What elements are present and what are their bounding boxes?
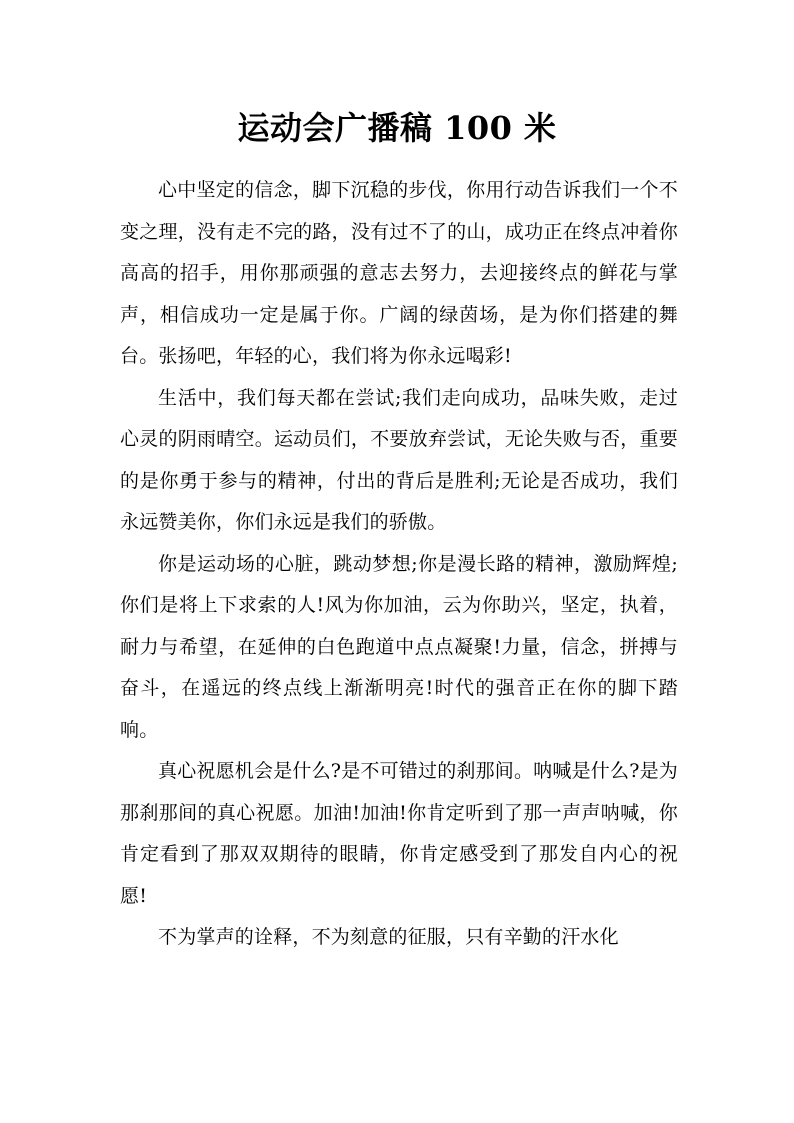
paragraph: 真心祝愿机会是什么?是不可错过的刹那间。呐喊是什么?是为那刹那间的真心祝愿。加油!加油!你肯定听到了那一声声呐喊，你肯定看到了那双双期待的眼睛，你肯定感受到了那发自内心的祝愿! (120, 760, 678, 907)
document-body (120, 170, 678, 959)
paragraph: 不为掌声的诠释，不为刻意的征服，只有辛勤的汗水化 (158, 926, 619, 948)
paragraph: 生活中，我们每天都在尝试;我们走向成功，品味失败，走过心灵的阴雨晴空。运动员们，不要放弃尝试，无论失败与否，重要的是你勇于参与的精神，付出的背后是胜利;无论是否成功，我们永远赞美你，你们永远是我们的骄傲。 (120, 386, 678, 533)
paragraph: 你是运动场的心脏，跳动梦想;你是漫长路的精神，激励辉煌;你们是将上下求索的人!风为你加油，云为你助兴，坚定，执着，耐力与希望，在延伸的白色跑道中点点凝聚!力量，信念，拼搏与奋斗，在遥远的终点线上渐渐明亮!时代的强音正在你的脚下踏响。 (120, 552, 678, 741)
paragraph: 心中坚定的信念，脚下沉稳的步伐，你用行动告诉我们一个不变之理，没有走不完的路，没有过不了的山，成功正在终点冲着你高高的招手，用你那顽强的意志去努力，去迎接终点的鲜花与掌声，相信成功一定是属于你。广阔的绿茵场，是为你们搭建的舞台。张扬吧，年轻的心，我们将为你永远喝彩! (120, 179, 678, 367)
document-title: 运动会广播稿 100 米 (237, 109, 557, 147)
